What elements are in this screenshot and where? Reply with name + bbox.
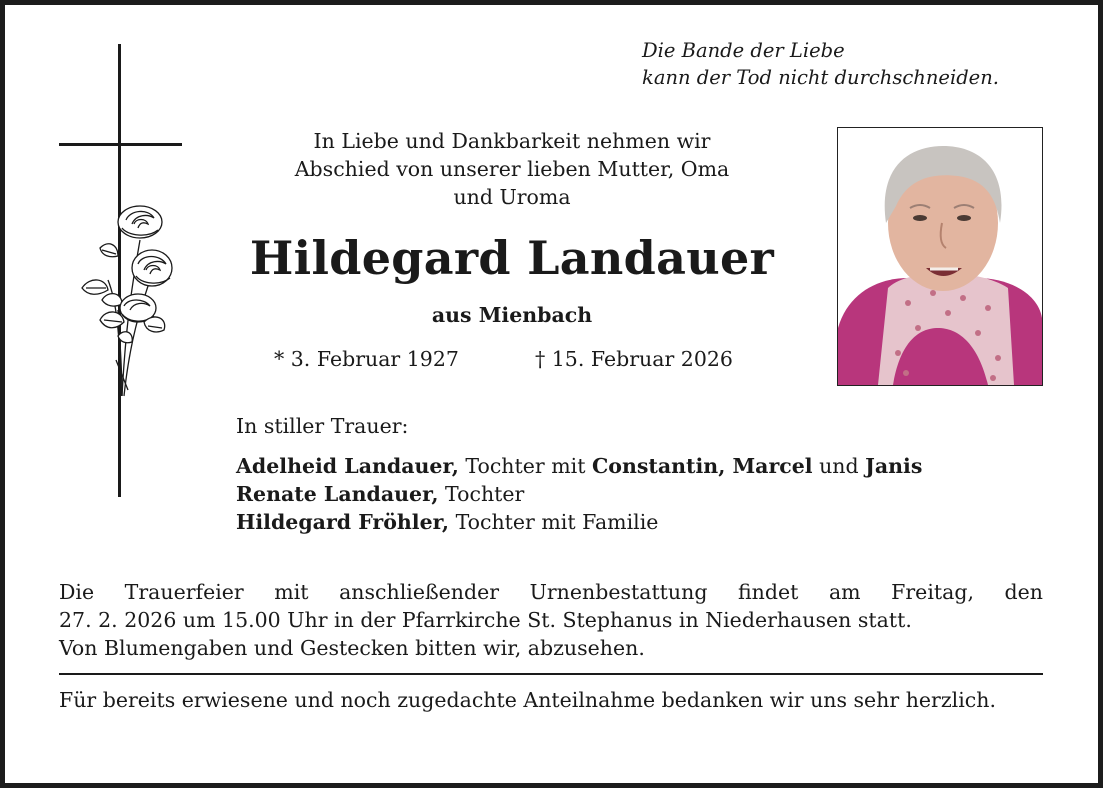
mourner-line-3 (236, 508, 922, 536)
funeral-notice (59, 578, 1043, 662)
divider (59, 673, 1043, 675)
mourner-line-2 (236, 480, 922, 508)
deceased-origin: aus Mienbach (431, 303, 593, 327)
intro-text (232, 127, 792, 211)
intro-line-2: Abschied von unserer lieben Mutter, Oma (294, 157, 730, 181)
mourner-name: Adelheid Landauer, (236, 454, 459, 478)
intro-line-1: In Liebe und Dankbarkeit nehmen wir (313, 129, 711, 153)
cross-horizontal-bar (59, 143, 182, 146)
roses-icon (78, 200, 178, 400)
mourners-list (236, 452, 922, 536)
mourner-relation: Tochter (438, 482, 525, 506)
portrait-photo (837, 127, 1043, 386)
mourner-grandchildren: Constantin, Marcel (591, 454, 813, 478)
notice-line-1: Die Trauerfeier mit anschließender Urnenbestattung findet am Freitag, den (59, 580, 1043, 604)
notice-line-2: 27. 2. 2026 um 15.00 Uhr in der Pfarrkirche St. Stephanus in Niederhausen statt. (59, 608, 912, 632)
motto (642, 37, 1062, 91)
mourning-heading: In stiller Trauer: (236, 414, 409, 438)
motto-line-2: kann der Tod nicht durchschneiden. (642, 66, 999, 89)
deceased-name: Hildegard Landauer (249, 231, 775, 285)
motto-line-1: Die Bande der Liebe (642, 39, 845, 62)
thanks-text: Für bereits erwiesene und noch zugedachte Anteilnahme bedanken wir uns sehr herzlich. (59, 688, 996, 712)
mourner-relation: Tochter mit Familie (449, 510, 659, 534)
notice-line-3: Von Blumengaben und Gestecken bitten wir, abzusehen. (59, 636, 645, 660)
mourner-relation: Tochter mit (458, 454, 592, 478)
mourner-name: Hildegard Fröhler, (236, 510, 450, 534)
mourner-grandchild: Janis (865, 454, 923, 478)
death-date: † 15. Februar 2026 (535, 347, 733, 371)
mourner-line-1 (236, 452, 922, 480)
birth-date: * 3. Februar 1927 (274, 347, 459, 371)
mourner-conjunction: und (812, 454, 866, 478)
mourner-name: Renate Landauer, (236, 482, 439, 506)
intro-line-3: und Uroma (453, 185, 571, 209)
